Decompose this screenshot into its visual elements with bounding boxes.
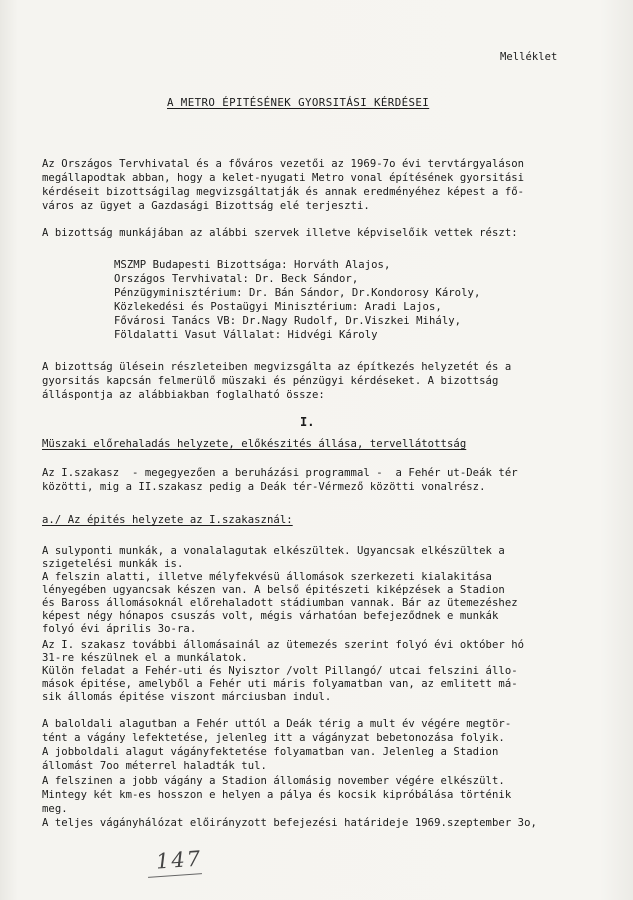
handwritten-page-number: 147: [155, 846, 203, 874]
intro-line: város az ügyet a Gazdasági Bizottság elé terjeszti.: [42, 200, 370, 212]
participant-item: Földalatti Vasut Vállalat: Hidvégi Károly: [114, 329, 378, 341]
intro-line: megállapodtak abban, hogy a kelet-nyugati Metro vonal építésének gyorsitási: [42, 172, 525, 184]
status-line: és Baross állomásoknál előrehaladott stádiumban vannak. Bár az ütemezéshez: [42, 597, 518, 609]
status-line: mások épitése, amelyből a Fehér uti máris folyamatban van, az emlitett má-: [42, 678, 518, 690]
document-title: A METRO ÉPITÉSÉNEK GYORSITÁSI KÉRDÉSEI: [167, 96, 430, 109]
annex-label: Melléklet: [500, 51, 558, 63]
section-heading: Müszaki előrehaladás helyzete, előkészités állása, tervellátottság: [42, 438, 467, 450]
track-line: A felszinen a jobb vágány a Stadion állomásig november végére elkészült.: [42, 775, 505, 787]
track-line: tént a vágány lefektetése, jelenleg itt a vágányzat bebetonozása folyik.: [42, 732, 505, 744]
handwritten-underline: [148, 873, 202, 878]
status-line: A felszin alatti, illetve mélyfekvésü állomások szerkezeti kialakitása: [42, 571, 492, 583]
track-line: meg.: [42, 803, 68, 815]
status-line: 31-re készülnek el a munkálatok.: [42, 652, 248, 664]
intro-line: kérdéseit bizottságilag megvizsgáltatják és annak eredményéhez képest a fő-: [42, 186, 525, 198]
status-line: folyó évi április 3o-ra.: [42, 623, 197, 635]
track-line: A jobboldali alagut vágányfektetése folyamatban van. Jelenleg a Stadion: [42, 746, 499, 758]
status-line: Külön feladat a Fehér-uti és Nyisztor /volt Pillangó/ utcai felszini állo-: [42, 665, 518, 677]
scope-line: közötti, mig a II.szakasz pedig a Deák tér-Vérmező közötti vonalrész.: [42, 481, 486, 493]
subheading: a./ Az épités helyzete az I.szakasznál:: [42, 514, 293, 526]
track-line: Mintegy két km-es hosszon e helyen a pálya és kocsik kipróbálása történik: [42, 789, 512, 801]
committee-line: A bizottság ülésein részleteiben megvizsgálta az építkezés helyzetét és a: [42, 361, 512, 373]
participant-item: Közlekedési és Postaügyi Minisztérium: Aradi Lajos,: [114, 301, 442, 313]
intro-line: Az Országos Tervhivatal és a főváros vezetői az 1969-7o évi tervtárgyaláson: [42, 158, 525, 170]
track-line: A baloldali alagutban a Fehér uttól a Deák térig a mult év végére megtör-: [42, 718, 512, 730]
status-line: képest négy hónapos csuszás volt, mégis várhatóan befejeződnek e munkák: [42, 610, 499, 622]
section-number: I.: [300, 415, 315, 429]
track-line: állomást 7oo méterrel haladták tul.: [42, 760, 267, 772]
participant-item: Pénzügyminisztérium: Dr. Bán Sándor, Dr.Kondorosy Károly,: [114, 287, 481, 299]
committee-line: gyorsitás kapcsán felmerülő müszaki és pénzügyi kérdéseket. A bizottság: [42, 375, 499, 387]
track-line: A teljes vágányhálózat előirányzott befejezési határideje 1969.szeptember 3o,: [42, 817, 537, 829]
status-line: lényegében ugyancsak készen van. A belső épitészeti kiképzések a Stadion: [42, 584, 505, 596]
committee-line: álláspontja az alábbiakban foglalható össze:: [42, 389, 325, 401]
participants-intro: A bizottság munkájában az alábbi szervek illetve képviselőik vettek részt:: [42, 227, 518, 239]
status-line: Az I. szakasz további állomásainál az ütemezés szerint folyó évi október hó: [42, 639, 525, 651]
participant-item: Országos Tervhivatal: Dr. Beck Sándor,: [114, 273, 359, 285]
scope-line: Az I.szakasz - megegyezően a beruházási programmal - a Fehér ut-Deák tér: [42, 467, 518, 479]
status-line: A sulyponti munkák, a vonalalagutak elkészültek. Ugyancsak elkészültek a: [42, 545, 505, 557]
participant-item: Fővárosi Tanács VB: Dr.Nagy Rudolf, Dr.Viszkei Mihály,: [114, 315, 462, 327]
status-line: szigetelési munkák is.: [42, 558, 184, 570]
status-line: sik állomás épitése viszont márciusban indul.: [42, 691, 332, 703]
participant-item: MSZMP Budapesti Bizottsága: Horváth Alajos,: [114, 259, 391, 271]
